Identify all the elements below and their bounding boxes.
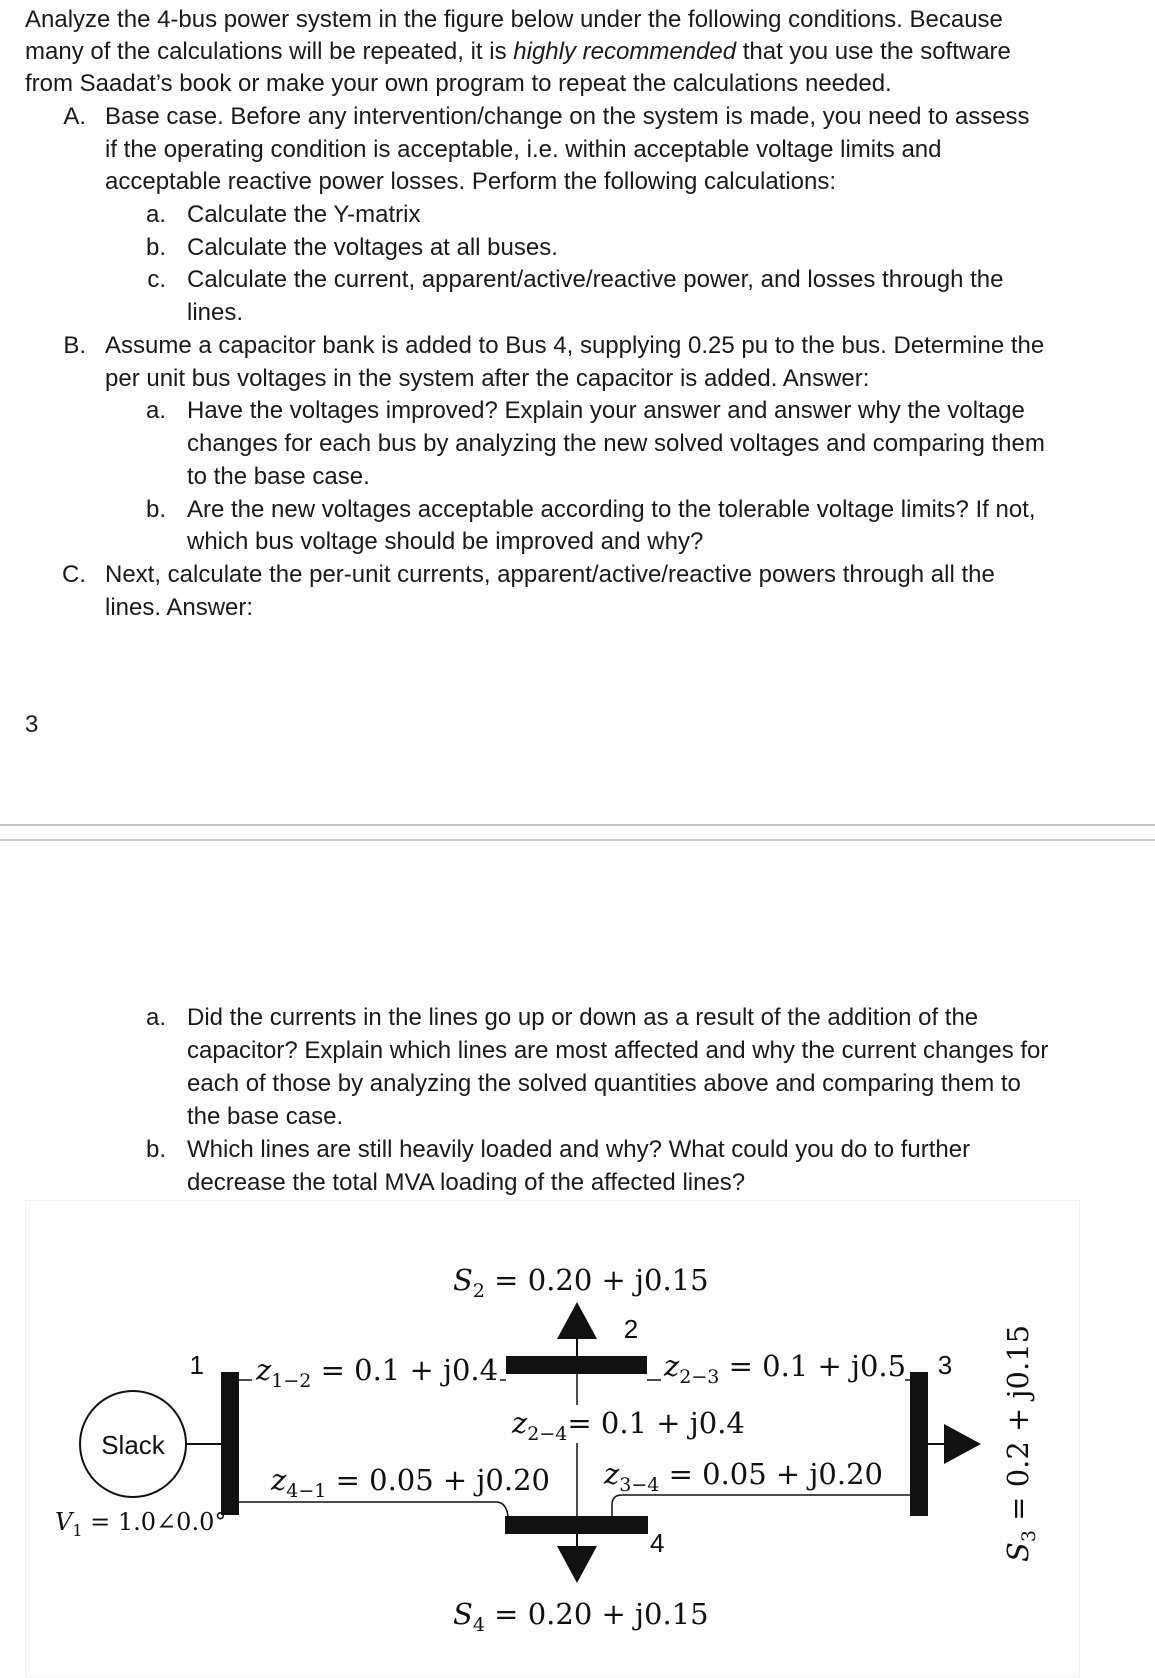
line-3-4 <box>612 1495 910 1516</box>
slack-label: Slack <box>101 1430 165 1460</box>
section-c-item-b: decrease the total MVA loading of the affected lines? <box>187 1169 746 1196</box>
s3-label <box>1001 1325 1040 1562</box>
section-c-item-a: the base case. <box>187 1103 344 1130</box>
v1-subscript: 1 <box>72 1521 83 1540</box>
z41-subscript: 4−1 <box>286 1480 327 1502</box>
section-b-line: per unit bus voltages in the system after the capacitor is added. Answer: <box>105 365 870 392</box>
z24-subscript: 2−4 <box>527 1423 568 1445</box>
z23-subscript: 2−3 <box>679 1366 720 1388</box>
section-b-item-a: to the base case. <box>187 463 370 490</box>
intro-line-1: Analyze the 4-bus power system in the figure below under the following conditions. Because <box>25 6 1003 33</box>
section-a-item-c-label: c. <box>147 266 166 293</box>
section-a-label: A. <box>63 103 86 130</box>
s4-label <box>453 1597 709 1636</box>
section-b-item-b-label: b. <box>145 496 166 523</box>
bus-1-bar <box>221 1372 239 1515</box>
bus-1-label: 1 <box>189 1350 204 1380</box>
z34-subscript: 3−4 <box>619 1474 660 1496</box>
section-b-item-a: changes for each bus by analyzing the new solved voltages and comparing them <box>187 430 1045 457</box>
bus-2-label: 2 <box>623 1314 639 1344</box>
section-c-item-b: Which lines are still heavily loaded and why? What could you do to further <box>187 1136 971 1163</box>
section-a-line: if the operating condition is acceptable, i.e. within acceptable voltage limits and <box>105 136 942 163</box>
section-a-line: acceptable reactive power losses. Perform the following calculations: <box>105 168 837 195</box>
s2-symbol: S <box>453 1263 473 1297</box>
section-b-item-b: Are the new voltages acceptable according to the tolerable voltage limits? If not, <box>187 496 1036 523</box>
page-number: 3 <box>25 711 39 738</box>
bus-4-bar <box>505 1516 648 1534</box>
intro-emphasis: highly recommended <box>513 38 737 65</box>
s3-symbol: S <box>1001 1542 1035 1562</box>
s4-subscript: 4 <box>472 1614 485 1636</box>
section-b-item-b: which bus voltage should be improved and why? <box>187 528 704 555</box>
v1-label <box>55 1508 226 1540</box>
intro-line-3: from Saadat’s book or make your own program to repeat the calculations needed. <box>25 70 892 97</box>
section-a-item-a-label: a. <box>145 201 166 228</box>
section-c-item-a-label: a. <box>145 1004 166 1031</box>
intro-line-2-post: that you use the software <box>742 38 1011 65</box>
s3-subscript: 3 <box>1018 1530 1040 1543</box>
bus-3-label: 3 <box>937 1350 953 1380</box>
section-c-label: C. <box>62 561 86 588</box>
load-3-arrow-icon <box>944 1424 981 1464</box>
intro-line-2-pre: many of the calculations will be repeated, it is <box>25 38 507 65</box>
load-2-arrow-icon <box>557 1302 597 1339</box>
load-4-arrow-icon <box>557 1546 597 1583</box>
s2-label <box>453 1263 709 1302</box>
section-b-item-a: Have the voltages improved? Explain your answer and answer why the voltage <box>187 397 1025 424</box>
section-c-line: Next, calculate the per-unit currents, apparent/active/reactive powers through all the <box>105 561 995 588</box>
z24-symbol: z <box>512 1406 528 1440</box>
section-c-item-a: capacitor? Explain which lines are most affected and why the current changes for <box>187 1037 1049 1064</box>
section-a-item-b-label: b. <box>145 234 166 261</box>
section-b-line: Assume a capacitor bank is added to Bus 4, supplying 0.25 pu to the bus. Determine the <box>105 332 1045 359</box>
v1-symbol: V <box>55 1508 73 1536</box>
section-a-item-c: Calculate the current, apparent/active/reactive power, and losses through the <box>187 266 1004 293</box>
z12-symbol: z <box>256 1353 272 1387</box>
s3-group <box>1001 1325 1040 1562</box>
z12-value: = 0.1 + j0.4 <box>311 1353 499 1387</box>
z34-symbol: z <box>604 1457 620 1491</box>
section-a-item-b: Calculate the voltages at all buses. <box>187 234 558 261</box>
line-4-1 <box>239 1502 508 1516</box>
bus-4-label: 4 <box>650 1528 665 1558</box>
section-c-line: lines. Answer: <box>105 594 254 621</box>
z41-value: = 0.05 + j0.20 <box>326 1463 550 1497</box>
s4-symbol: S <box>453 1597 473 1631</box>
s4-value: = 0.20 + j0.15 <box>484 1597 709 1631</box>
z23-value: = 0.1 + j0.5 <box>719 1349 907 1383</box>
section-b-item-a-label: a. <box>145 397 166 424</box>
bus-3-bar <box>910 1372 928 1516</box>
bus-2-bar <box>506 1356 647 1374</box>
v1-value: = 1.0∠0.0° <box>82 1508 227 1536</box>
section-a-item-c: lines. <box>187 299 244 326</box>
section-a-item-a: Calculate the Y-matrix <box>187 201 421 228</box>
section-b-label: B. <box>63 332 86 359</box>
section-a-line: Base case. Before any intervention/change on the system is made, you need to assess <box>105 103 1030 130</box>
z41-symbol: z <box>271 1463 287 1497</box>
s3-value: = 0.2 + j0.15 <box>1001 1324 1035 1531</box>
section-c-item-a: Did the currents in the lines go up or down as a result of the addition of the <box>187 1004 979 1031</box>
s2-value: = 0.20 + j0.15 <box>484 1263 709 1297</box>
s2-subscript: 2 <box>472 1280 485 1302</box>
z23-symbol: z <box>664 1349 680 1383</box>
section-c-item-b-label: b. <box>145 1136 166 1163</box>
z24-value: = 0.1 + j0.4 <box>567 1406 745 1440</box>
z12-subscript: 1−2 <box>271 1370 312 1392</box>
z34-value: = 0.05 + j0.20 <box>659 1457 883 1491</box>
section-c-item-a: each of those by analyzing the solved quantities above and comparing them to <box>187 1070 1021 1097</box>
